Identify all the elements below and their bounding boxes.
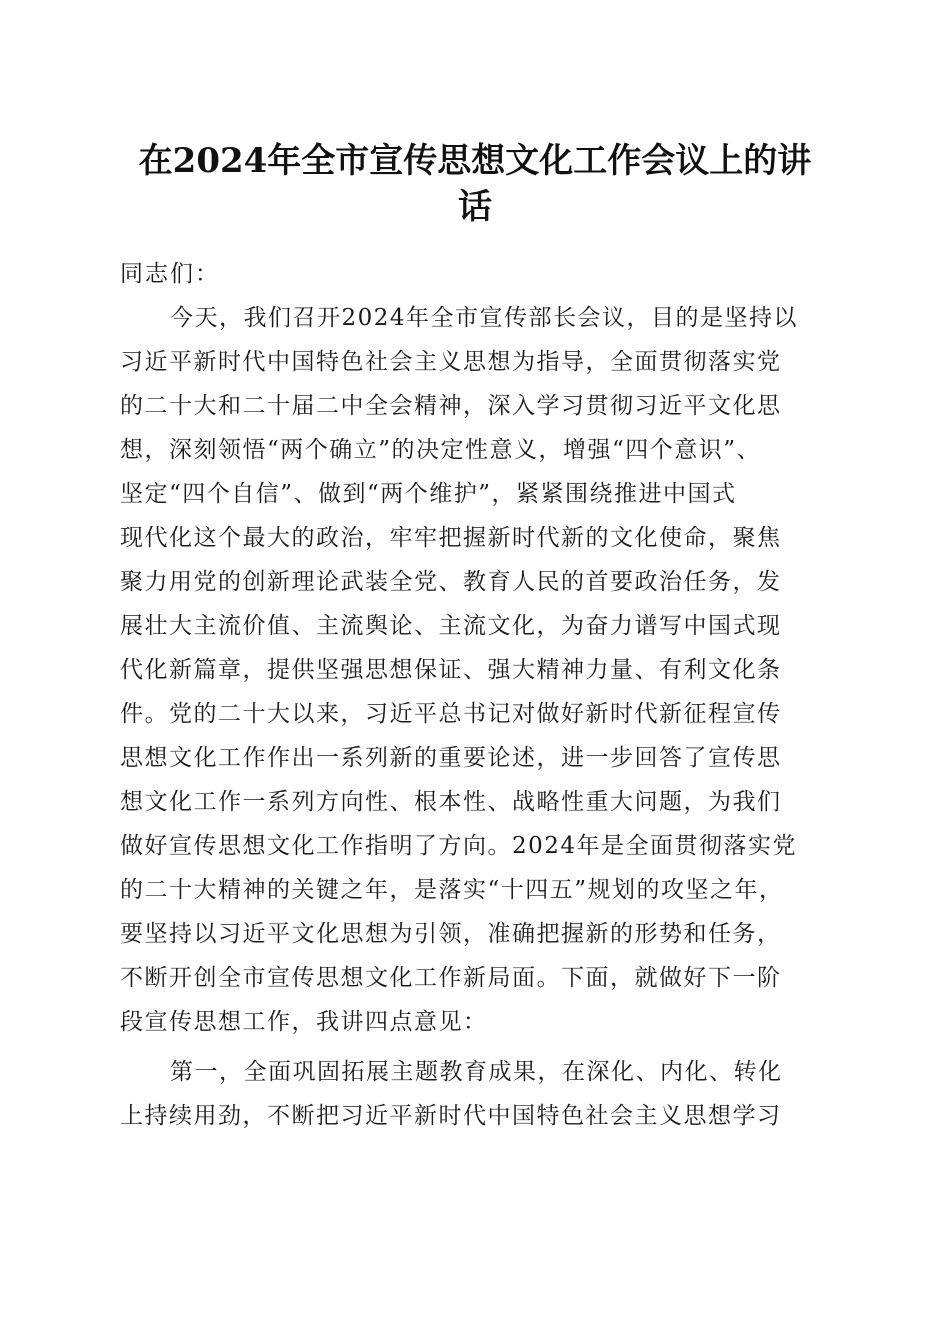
document-title xyxy=(110,138,840,230)
paragraph-line: 想文化工作一系列方向性、根本性、战略性重大问题，为我们 xyxy=(120,789,782,815)
paragraph-line: 上持续用劲，不断把习近平新时代中国特色社会主义思想学习 xyxy=(120,1103,782,1129)
title-line-2: 话 xyxy=(458,187,492,227)
paragraph-line: 件。党的二十大以来，习近平总书记对做好新时代新征程宣传 xyxy=(120,701,782,727)
paragraph-line: 展壮大主流价值、主流舆论、主流文化，为奋力谱写中国式现 xyxy=(120,613,782,639)
paragraph-line: 的二十大和二十届二中全会精神，深入学习贯彻习近平文化思 xyxy=(120,393,782,419)
paragraph-line: 要坚持以习近平文化思想为引领，准确把握新的形势和任务， xyxy=(120,921,782,947)
paragraph-line: 聚力用党的创新理论武装全党、教育人民的首要政治任务，发 xyxy=(120,569,782,595)
paragraph-line: 今天，我们召开2024年全市宣传部长会议，目的是坚持以 xyxy=(170,305,799,331)
paragraph-2 xyxy=(120,1050,840,1138)
paragraph-line: 第一，全面巩固拓展主题教育成果，在深化、内化、转化 xyxy=(170,1059,783,1085)
paragraph-1 xyxy=(120,296,840,1044)
paragraph-line: 想，深刻领悟“两个确立”的决定性意义，增强“四个意识”、 xyxy=(120,437,762,463)
paragraph-line: 段宣传思想工作，我讲四点意见： xyxy=(120,1009,488,1035)
paragraph-line: 现代化这个最大的政治，牢牢把握新时代新的文化使命，聚焦 xyxy=(120,525,782,551)
paragraph-line: 习近平新时代中国特色社会主义思想为指导，全面贯彻落实党 xyxy=(120,349,782,375)
paragraph-line: 思想文化工作作出一系列新的重要论述，进一步回答了宣传思 xyxy=(120,745,782,771)
document-body xyxy=(120,252,840,1138)
salutation: 同志们： xyxy=(120,261,220,287)
paragraph-line: 做好宣传思想文化工作指明了方向。2024年是全面贯彻落实党 xyxy=(120,833,798,859)
title-line-1: 在2024年全市宣传思想文化工作会议上的讲 xyxy=(138,141,812,181)
paragraph-line: 坚定“四个自信”、做到“两个维护”，紧紧围绕推进中国式 xyxy=(120,481,737,507)
paragraph-line: 代化新篇章，提供坚强思想保证、强大精神力量、有利文化条 xyxy=(120,657,782,683)
paragraph-line: 不断开创全市宣传思想文化工作新局面。下面，就做好下一阶 xyxy=(120,965,782,991)
paragraph-line: 的二十大精神的关键之年，是落实“十四五”规划的攻坚之年， xyxy=(120,877,784,903)
